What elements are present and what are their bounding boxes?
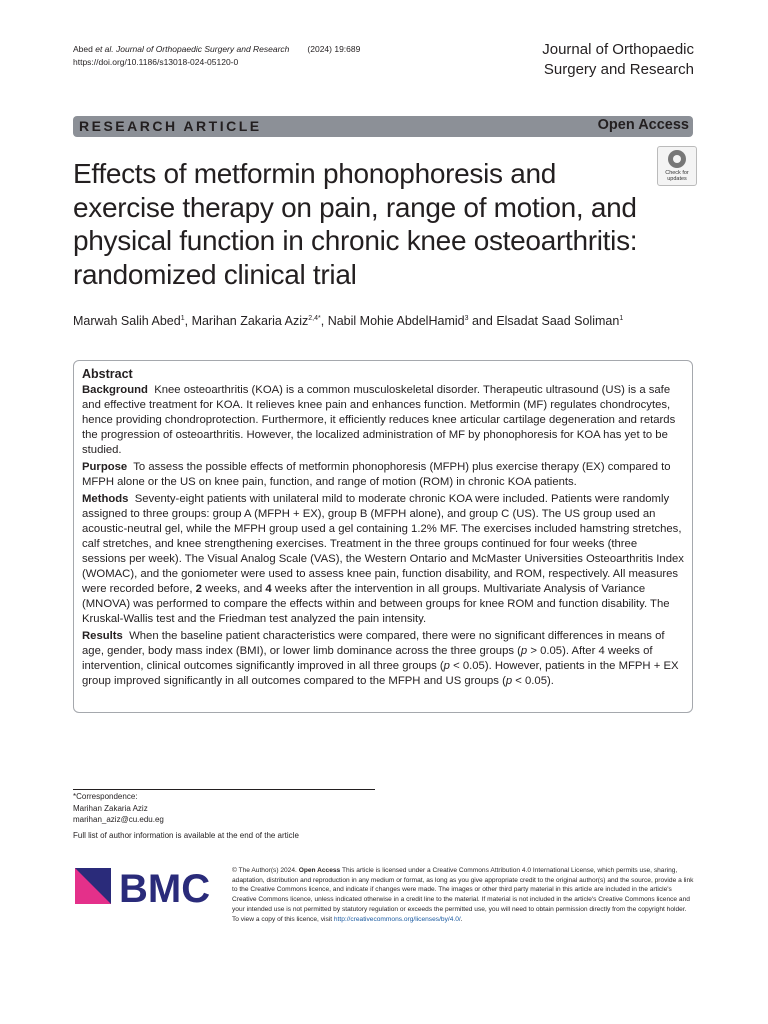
p-value-symbol: p — [443, 660, 450, 672]
doi-link[interactable]: https://doi.org/10.1186/s13018-024-05120-0 — [73, 57, 239, 67]
author-affiliation: 1 — [619, 314, 624, 322]
journal-name-line1: Journal of Orthopaedic — [542, 41, 694, 58]
abstract-results — [82, 629, 684, 689]
correspondence-label: *Correspondence: — [73, 792, 138, 801]
purpose-text: To assess the possible effects of metformin phonophoresis (MFPH) plus exercise therapy (EX) compared to MFPH alone or the US on knee pain, function, and range of motion (ROM) in chronic KOA patients. — [82, 461, 671, 488]
methods-text: weeks, and — [201, 583, 266, 595]
results-text: > 0.05). After 4 weeks of intervention, clinical outcomes significantly improved in all three groups ( — [82, 645, 653, 672]
author-affiliation: 3 — [464, 314, 469, 322]
journal-name — [542, 40, 694, 80]
abstract-box — [73, 360, 693, 713]
methods-text: Seventy-eight patients with unilateral mild to moderate chronic KOA were included. Patients were randomly assigned to three groups: group A (MFPH + EX), group B (MFPH alone), and group C (US). The US group used an acoustic-neutral gel, while the MFPH group used a gel containing 1.2% MF. The exercises included hamstring stretches, calf stretches, and knee strengthening exercises. Treatment in the three groups continued for four weeks (three sessions per week). The Visual Analog Scale (VAS), the Western Ontario and McMaster Universities Osteoarthritis Index (WOMAC), and the goniometer were used to assess knee pain, function disability, and ROM, respectively. All measures were recorded before, — [82, 493, 684, 595]
purpose-label: Purpose — [82, 461, 128, 473]
license-prefix: © The Author(s) 2024. — [232, 867, 299, 874]
citation-year: (2024) 19:689 — [307, 44, 361, 54]
author-info-note: Full list of author information is available at the end of the article — [73, 831, 299, 840]
citation-journal: et al. Journal of Orthopaedic Surgery and Research — [95, 44, 290, 54]
article-type-banner — [73, 116, 693, 137]
article-type: RESEARCH ARTICLE — [79, 118, 262, 134]
abstract-heading: Abstract — [82, 367, 133, 381]
check-updates-icon — [668, 150, 686, 168]
license-body: This article is licensed under a Creative Commons Attribution 4.0 International License, which permits use, sharing, adaptation, distribution and reproduction in any medium or format, as long as you give appropriate credit to the original author(s) and the source, provide a link to the Creative Commons licence, and indicate if changes were made. The images or other third party material in this article are included in the article's Creative Commons licence, unless indicated otherwise in a credit line to the material. If material is not included in the article's Creative Commons licence and your intended use is not permitted by statutory regulation or exceeds the permitted use, you will need to obtain permission directly from the copyright holder. To view a copy of this licence, visit — [232, 867, 694, 923]
results-text: < 0.05). However, patients in the MFPH + EX group improved significantly in all outcomes compared to the MFPH and US groups ( — [82, 660, 679, 687]
author-separator: and — [468, 314, 497, 328]
p-value-symbol: p — [505, 675, 513, 687]
footnote-divider — [73, 789, 375, 790]
author-name[interactable]: Marihan Zakaria Aziz — [191, 314, 309, 328]
methods-bold: 4 — [265, 583, 272, 595]
author-name[interactable]: Elsadat Saad Soliman — [496, 314, 620, 328]
journal-name-line2: Surgery and Research — [543, 61, 694, 78]
author-affiliation: 1 — [180, 314, 185, 322]
bmc-logo-text: BMC — [119, 867, 211, 906]
author-name[interactable]: Nabil Mohie AbdelHamid — [327, 314, 465, 328]
check-updates-line2: updates — [667, 176, 687, 182]
results-label: Results — [82, 630, 123, 642]
methods-label: Methods — [82, 493, 129, 505]
author-separator: , — [320, 314, 328, 328]
check-updates-line1: Check for — [665, 170, 689, 176]
correspondence-email[interactable]: marihan_aziz@cu.edu.eg — [73, 815, 164, 824]
bmc-logo — [75, 866, 220, 906]
license-open-access: Open Access — [298, 867, 341, 874]
results-text: < 0.05). — [512, 675, 554, 687]
citation-block — [73, 43, 360, 69]
check-for-updates-button[interactable] — [657, 146, 697, 186]
methods-text: weeks after the intervention in all groups. Multivariate Analysis of Variance (MNOVA) was performed to compare the effects within and between groups for knee ROM and function disability. The Kruskal-Wallis test and the Friedman test analyzed the pain intensity. — [82, 583, 670, 625]
author-affiliation: 2,4* — [308, 314, 321, 322]
check-updates-label — [658, 170, 696, 182]
abstract-purpose — [82, 460, 684, 490]
results-text: When the baseline patient characteristics were compared, there were no significant differences in means of age, gender, body mass index (BMI), or lower limb dominance across the three groups ( — [82, 630, 665, 657]
license-text — [232, 866, 695, 924]
background-text: Knee osteoarthritis (KOA) is a common musculoskeletal disorder. Therapeutic ultrasound (US) is a safe and effective treatment for KOA. It relieves knee pain and enhances function. Metformin (MF) regulates chondrocytes, hence providing chondroprotection. Furthermore, it efficiently reduces knee articular cartilage degeneration and retards the progression of osteoarthritis. However, the localized administration of MF by phonophoresis for KOA has yet to be studied. — [82, 384, 676, 456]
author-list — [73, 314, 623, 328]
citation-line — [73, 43, 360, 56]
author-separator: , — [184, 314, 192, 328]
abstract-methods — [82, 492, 684, 627]
abstract-content — [82, 367, 684, 691]
p-value-symbol: p — [520, 645, 528, 657]
article-title: Effects of metformin phonophoresis and exercise therapy on pain, range of motion, and physical function in chronic knee osteoarthritis: randomized clinical trial — [73, 158, 638, 290]
abstract-background — [82, 383, 684, 458]
methods-bold: 2 — [195, 583, 202, 595]
license-suffix: . — [460, 915, 463, 923]
background-label: Background — [82, 384, 148, 396]
open-access-label: Open Access — [597, 117, 689, 133]
author-name[interactable]: Marwah Salih Abed — [73, 314, 181, 328]
correspondence-block — [73, 791, 164, 826]
correspondence-name: Marihan Zakaria Aziz — [73, 803, 148, 813]
license-link[interactable]: http://creativecommons.org/licenses/by/4.0/ — [333, 915, 461, 923]
citation-author: Abed — [73, 44, 96, 54]
